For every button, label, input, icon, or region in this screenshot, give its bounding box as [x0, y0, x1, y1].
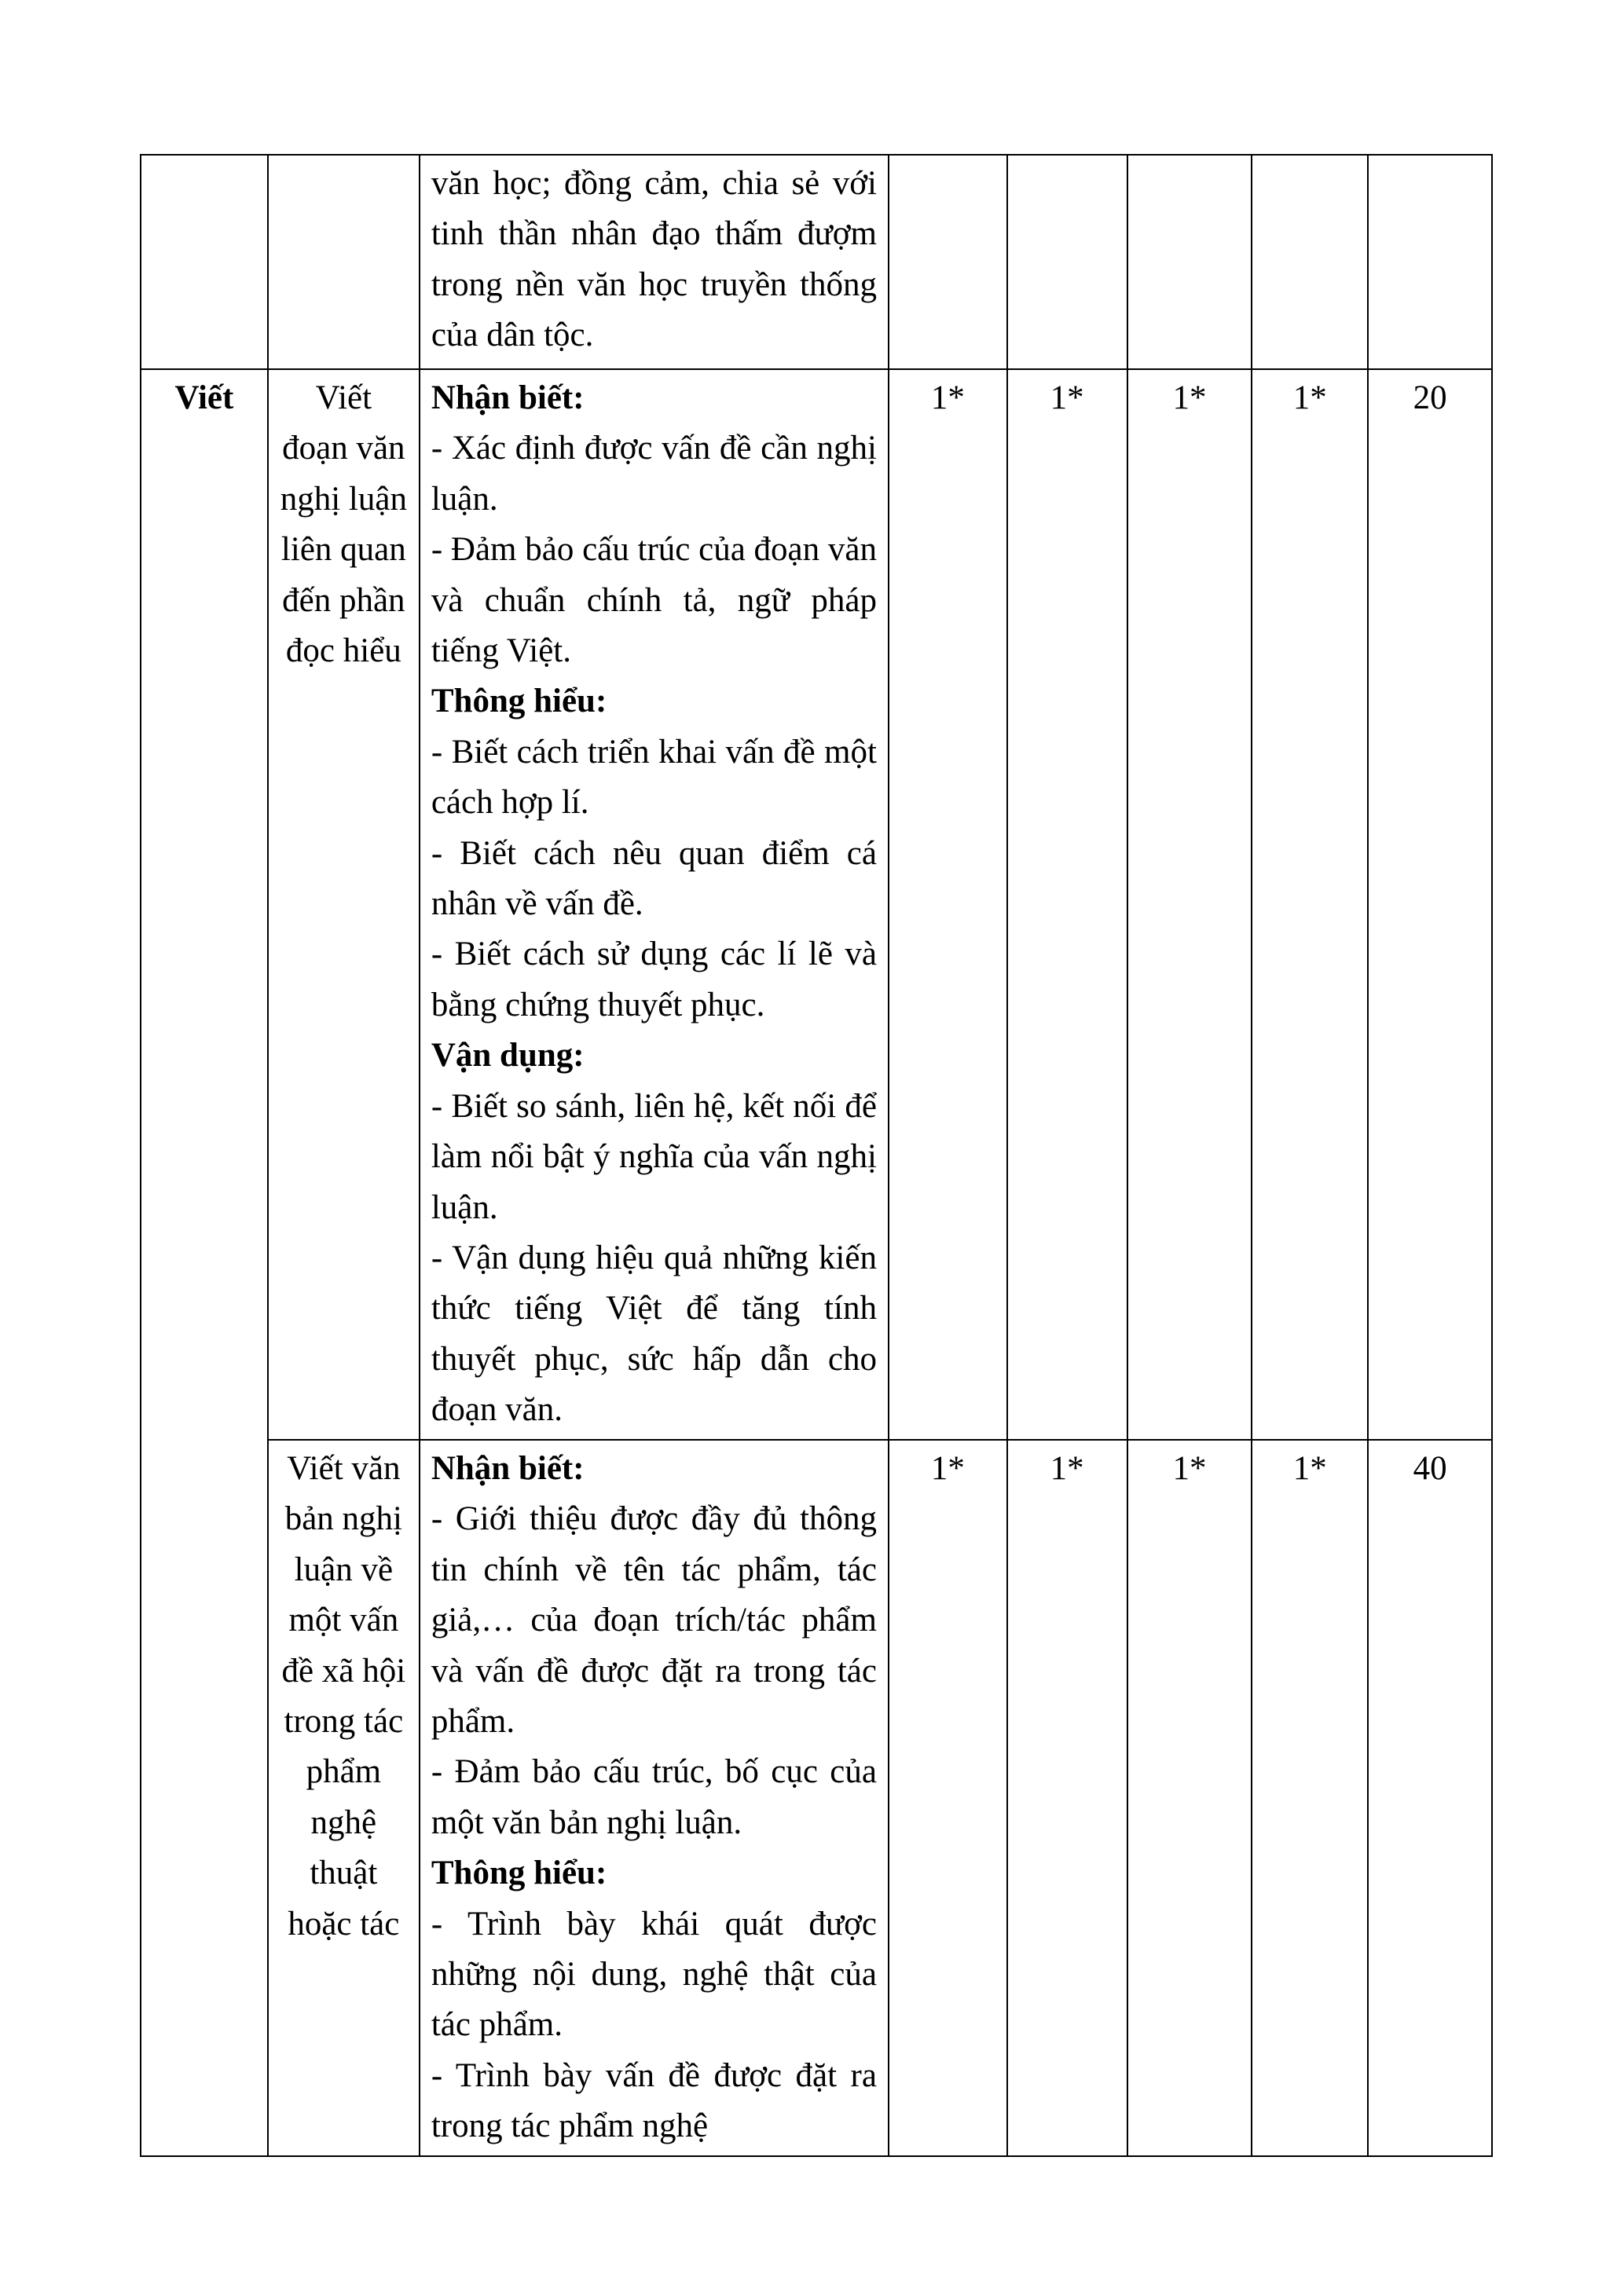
skill-cell [141, 155, 268, 369]
score-value: 40 [1413, 1450, 1447, 1487]
score-cell [1368, 369, 1492, 1440]
level-value: 1* [930, 379, 965, 416]
table-row-paragraph-writing [141, 369, 1492, 1440]
recognize-heading: Nhận biết: [431, 379, 585, 416]
requirement-item: - Vận dụng hiệu quả những kiến thức tiếng Việt để tăng tính thuyết phục, sức hấp dẫn cho đoạn văn. [431, 1239, 877, 1429]
score-value: 20 [1413, 379, 1447, 416]
requirement-item: - Đảm bảo cấu trúc của đoạn văn và chuẩn chính tả, ngữ pháp tiếng Việt. [431, 531, 877, 670]
level-cell [1252, 369, 1368, 1440]
level-value: 1* [930, 1450, 965, 1487]
unit-label: Viết đoạn văn nghị luận liên quan đến phần đọc hiểu [280, 379, 407, 670]
level-cell [1252, 155, 1368, 369]
recognize-heading: Nhận biết: [431, 1450, 585, 1487]
level-cell [889, 369, 1007, 1440]
skill-label: Viết [174, 379, 234, 416]
requirement-item: - Trình bày khái quát được những nội dung, nghệ thật của tác phẩm. [431, 1905, 877, 2044]
requirement-item: - Biết cách nêu quan điểm cá nhân về vấn đề. [431, 834, 877, 923]
level-value: 1* [1172, 1450, 1207, 1487]
unit-cell [268, 155, 420, 369]
requirement-item: - Đảm bảo cấu trúc, bố cục của một văn bản nghị luận. [431, 1753, 877, 1841]
description-cell [420, 369, 889, 1440]
level-value: 1* [1292, 1450, 1327, 1487]
table-row-essay-writing [141, 1440, 1492, 2156]
description-cell [420, 1440, 889, 2156]
understand-heading: Thông hiểu: [431, 1855, 607, 1892]
level-cell [1127, 155, 1252, 369]
apply-heading: Vận dụng: [431, 1037, 585, 1075]
requirement-item: - Biết cách sử dụng các lí lẽ và bằng chứng thuyết phục. [431, 936, 877, 1023]
unit-cell [268, 1440, 420, 2156]
score-cell [1368, 1440, 1492, 2156]
requirement-item: - Giới thiệu được đầy đủ thông tin chính về tên tác phẩm, tác giả,… của đoạn trích/tác phẩm và vấn đề được đặt ra trong tác phẩm. [431, 1500, 877, 1741]
level-cell [1127, 369, 1252, 1440]
level-value: 1* [1172, 379, 1207, 416]
skill-cell [141, 369, 268, 2156]
level-cell [1127, 1440, 1252, 2156]
level-cell [1007, 1440, 1127, 2156]
description-cell [420, 155, 889, 369]
level-value: 1* [1292, 379, 1327, 416]
understand-heading: Thông hiểu: [431, 683, 607, 720]
requirement-item: - Trình bày vấn đề được đặt ra trong tác phẩm nghệ [431, 2056, 877, 2145]
level-cell [889, 155, 1007, 369]
level-value: 1* [1050, 1450, 1084, 1487]
requirement-item: - Xác định được vấn đề cần nghị luận. [431, 430, 877, 518]
unit-label: Viết văn bản nghị luận về một vấn đề xã hội trong tác phẩm nghệ thuật hoặc tác [281, 1450, 406, 1943]
level-cell [1007, 155, 1127, 369]
score-cell [1368, 155, 1492, 369]
level-cell [889, 1440, 1007, 2156]
table-row-continued [141, 155, 1492, 369]
description-text: văn học; đồng cảm, chia sẻ với tinh thần nhân đạo thấm đượm trong nền văn học truyền thống của dân tộc. [431, 165, 877, 354]
requirement-item: - Biết cách triển khai vấn đề một cách hợp lí. [431, 733, 877, 822]
level-value: 1* [1050, 379, 1084, 416]
level-cell [1007, 369, 1127, 1440]
unit-cell [268, 369, 420, 1440]
specification-matrix-table [140, 154, 1493, 2157]
level-cell [1252, 1440, 1368, 2156]
requirement-item: - Biết so sánh, liên hệ, kết nối để làm nổi bật ý nghĩa của vấn nghị luận. [431, 1087, 877, 1226]
